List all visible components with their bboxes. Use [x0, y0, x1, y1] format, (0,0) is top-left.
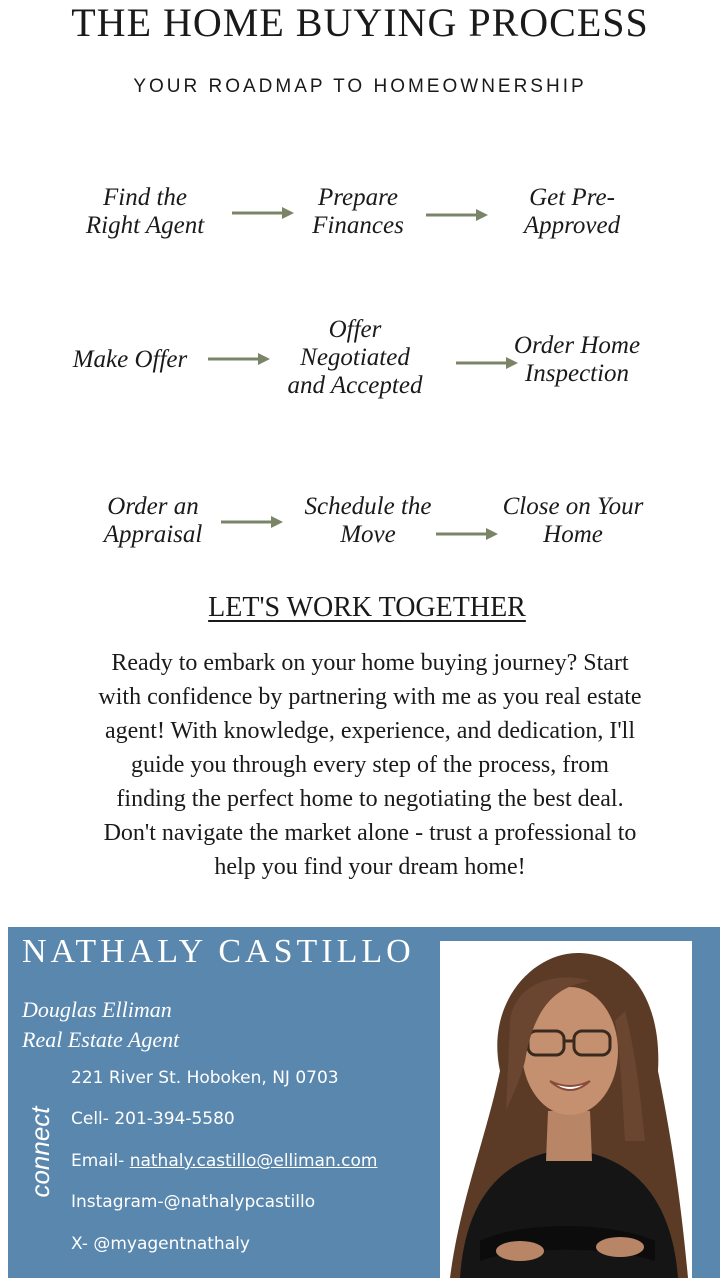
agent-name: NATHALY CASTILLO: [22, 933, 415, 970]
agent-company: Douglas Elliman: [22, 997, 172, 1022]
step-close-home: Close on Your Home: [502, 493, 644, 548]
agent-card: [8, 927, 720, 1278]
connect-label: connect: [24, 1106, 55, 1198]
email-link[interactable]: nathaly.castillo@elliman.com: [129, 1151, 378, 1171]
arrow-right-icon: [208, 353, 270, 365]
section-heading: LET'S WORK TOGETHER: [208, 592, 526, 623]
step-make-offer: Make Offer: [72, 346, 188, 373]
step-get-preapproved: Get Pre- Approved: [523, 184, 621, 239]
agent-x-handle[interactable]: X- @myagentnathaly: [71, 1234, 250, 1254]
agent-email-row: [71, 1151, 377, 1171]
step-prepare-finances: Prepare Finances: [312, 184, 404, 239]
agent-address: 221 River St. Hoboken, NJ 0703: [71, 1068, 339, 1088]
intro-paragraph: Ready to embark on your home buying journey? Start with confidence by partnering with me as you real estate agent! With knowledge, experience, and dedication, I'll guide you through every step of the process, from finding the perfect home to negotiating the best deal. Don't navigate the market alone - trust a professional to help you find your dream home!: [98, 650, 642, 880]
arrow-right-icon: [426, 209, 488, 221]
agent-photo: [440, 941, 692, 1278]
email-prefix: Email-: [71, 1151, 130, 1171]
agent-instagram[interactable]: Instagram-@nathalypcastillo: [71, 1192, 316, 1212]
agent-company-block: [22, 995, 179, 1055]
step-order-inspection: Order Home Inspection: [513, 332, 641, 387]
agent-cell[interactable]: Cell- 201-394-5580: [71, 1109, 235, 1129]
step-schedule-move: Schedule the Move: [304, 493, 432, 548]
step-order-appraisal: Order an Appraisal: [103, 493, 203, 548]
page-subtitle: YOUR ROADMAP TO HOMEOWNERSHIP: [133, 76, 587, 97]
agent-role: Real Estate Agent: [22, 1027, 180, 1052]
step-offer-negotiated: Offer Negotiated and Accepted: [287, 316, 423, 399]
step-find-agent: Find the Right Agent: [85, 184, 205, 239]
arrow-right-icon: [221, 516, 283, 528]
page-title: THE HOME BUYING PROCESS: [71, 0, 649, 45]
